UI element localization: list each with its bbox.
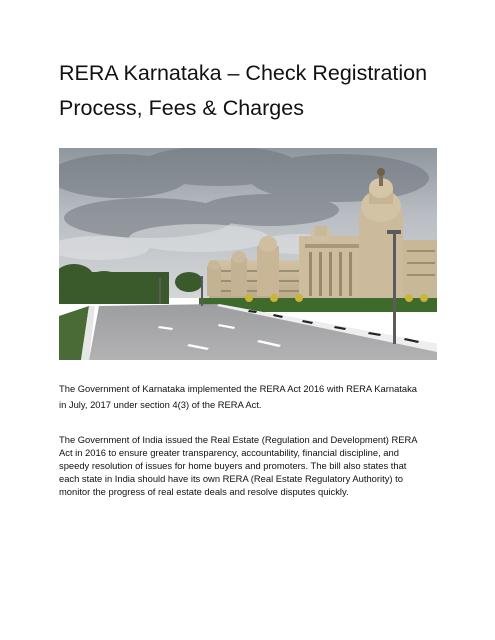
paragraph-1-line-2: in July, 2017 under section 4(3) of the RERA Act. — [59, 399, 262, 410]
paragraph-2-line-1: The Government of India issued the Real Estate (Regulation and Development) RERA — [59, 434, 418, 445]
page-title — [59, 56, 459, 126]
title-line-2: Process, Fees & Charges — [59, 96, 304, 120]
paragraph-2-line-3: speedy resolution of issues for home buyers and promoters. The bill also states that — [59, 460, 407, 471]
paragraph-2-line-2: Act in 2016 to ensure greater transparency, accountability, financial discipline, and — [59, 447, 399, 458]
paragraph-1-line-1: The Government of Karnataka implemented the RERA Act 2016 with RERA Karnataka — [59, 383, 418, 394]
vidhana-soudha-photo — [59, 148, 437, 360]
paragraph-2 — [59, 433, 449, 498]
paragraph-2-line-5: monitor the progress of real estate deals and resolve disputes quickly. — [59, 486, 349, 497]
paragraph-1 — [59, 381, 449, 413]
paragraph-2-line-4: each state in India should have its own RERA (Real Estate Regulatory Authority) to — [59, 473, 403, 484]
title-line-1: RERA Karnataka – Check Registration — [59, 61, 428, 85]
hero-image — [59, 148, 437, 360]
